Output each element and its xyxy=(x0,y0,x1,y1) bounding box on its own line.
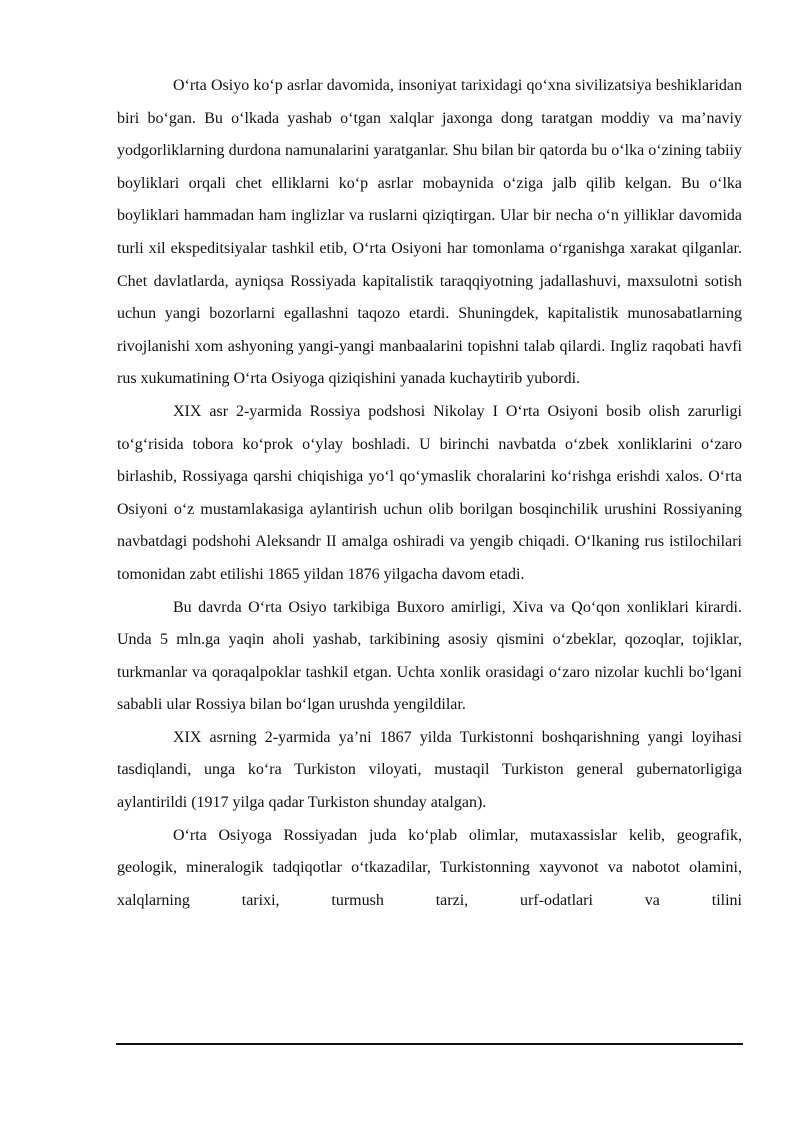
paragraph-5: O‘rta Osiyoga Rossiyadan juda ko‘plab olimlar, mutaxassislar kelib, geografik, geologik, mineralogik tadqiqotlar o‘tkazadilar, Turkistonning xayvonot va nabotot olamini, xalqlarning tarixi, turmush tarzi, urf-odatlari va tilini xyxy=(117,826,742,909)
paragraph-1: O‘rta Osiyo ko‘p asrlar davomida, insoniyat tarixidagi qo‘xna sivilizatsiya beshiklaridan biri bo‘gan. Bu o‘lkada yashab o‘tgan xalqlar jaxonga dong taratgan moddiy va ma’naviy yodgorliklarning durdona namunalarini yaratganlar. Shu bilan bir qatorda bu o‘lka o‘zining tabiiy boyliklari orqali chet elliklarni ko‘p asrlar mobaynida o‘ziga jalb qilib kelgan. Bu o‘lka boyliklari hammadan ham inglizlar va ruslarni qiziqtirgan. Ular bir necha o‘n yilliklar davomida turli xil ekspeditsiyalar tashkil etib, O‘rta Osiyoni har tomonlama o‘rganishga xarakat qilganlar. Chet davlatlarda, ayniqsa Rossiyada kapitalistik taraqqiyotning jadallashuvi, maxsulotni sotish uchun yangi bozorlarni egallashni taqozo etardi. Shuningdek, kapitalistik munosabatlarning rivojlanishi xom ashyoning yangi-yangi manbaalarini topishni talab qilardi. Ingliz raqobati havfi rus xukumatining O‘rta Osiyoga qiziqishini yanada kuchaytirib yubordi. xyxy=(117,77,742,388)
document-body xyxy=(117,70,742,917)
paragraph-3: Bu davrda O‘rta Osiyo tarkibiga Buxoro amirligi, Xiva va Qo‘qon xonliklari kirardi. Unda 5 mln.ga yaqin aholi yashab, tarkibining asosiy qismini o‘zbeklar, qozoqlar, tojiklar, turkmanlar va qoraqalpoklar tashkil etgan. Uchta xonlik orasidagi o‘zaro nizolar kuchli bo‘lgani sababli ular Rossiya bilan bo‘lgan urushda yengildilar. xyxy=(117,598,742,714)
paragraph-2: XIX asr 2-yarmida Rossiya podshosi Nikolay I O‘rta Osiyoni bosib olish zarurligi to‘g‘risida tobora ko‘prok o‘ylay boshladi. U birinchi navbatda o‘zbek xonliklarini o‘zaro birlashib, Rossiyaga qarshi chiqishiga yo‘l qo‘ymaslik choralarini ko‘rishga erishdi xalos. O‘rta Osiyoni o‘z mustamlakasiga aylantirish uchun olib borilgan bosqinchilik urushini Rossiyaning navbatdagi podshohi Aleksandr II amalga oshiradi va yengib chiqadi. O‘lkaning rus istilochilari tomonidan zabt etilishi 1865 yildan 1876 yilgacha davom etadi. xyxy=(117,402,742,583)
footer-divider xyxy=(116,1043,743,1045)
paragraph-4: XIX asrning 2-yarmida ya’ni 1867 yilda Turkistonni boshqarishning yangi loyihasi tasdiqlandi, unga ko‘ra Turkiston viloyati, mustaqil Turkiston general gubernatorligiga aylantirildi (1917 yilga qadar Turkiston shunday atalgan). xyxy=(117,728,742,812)
